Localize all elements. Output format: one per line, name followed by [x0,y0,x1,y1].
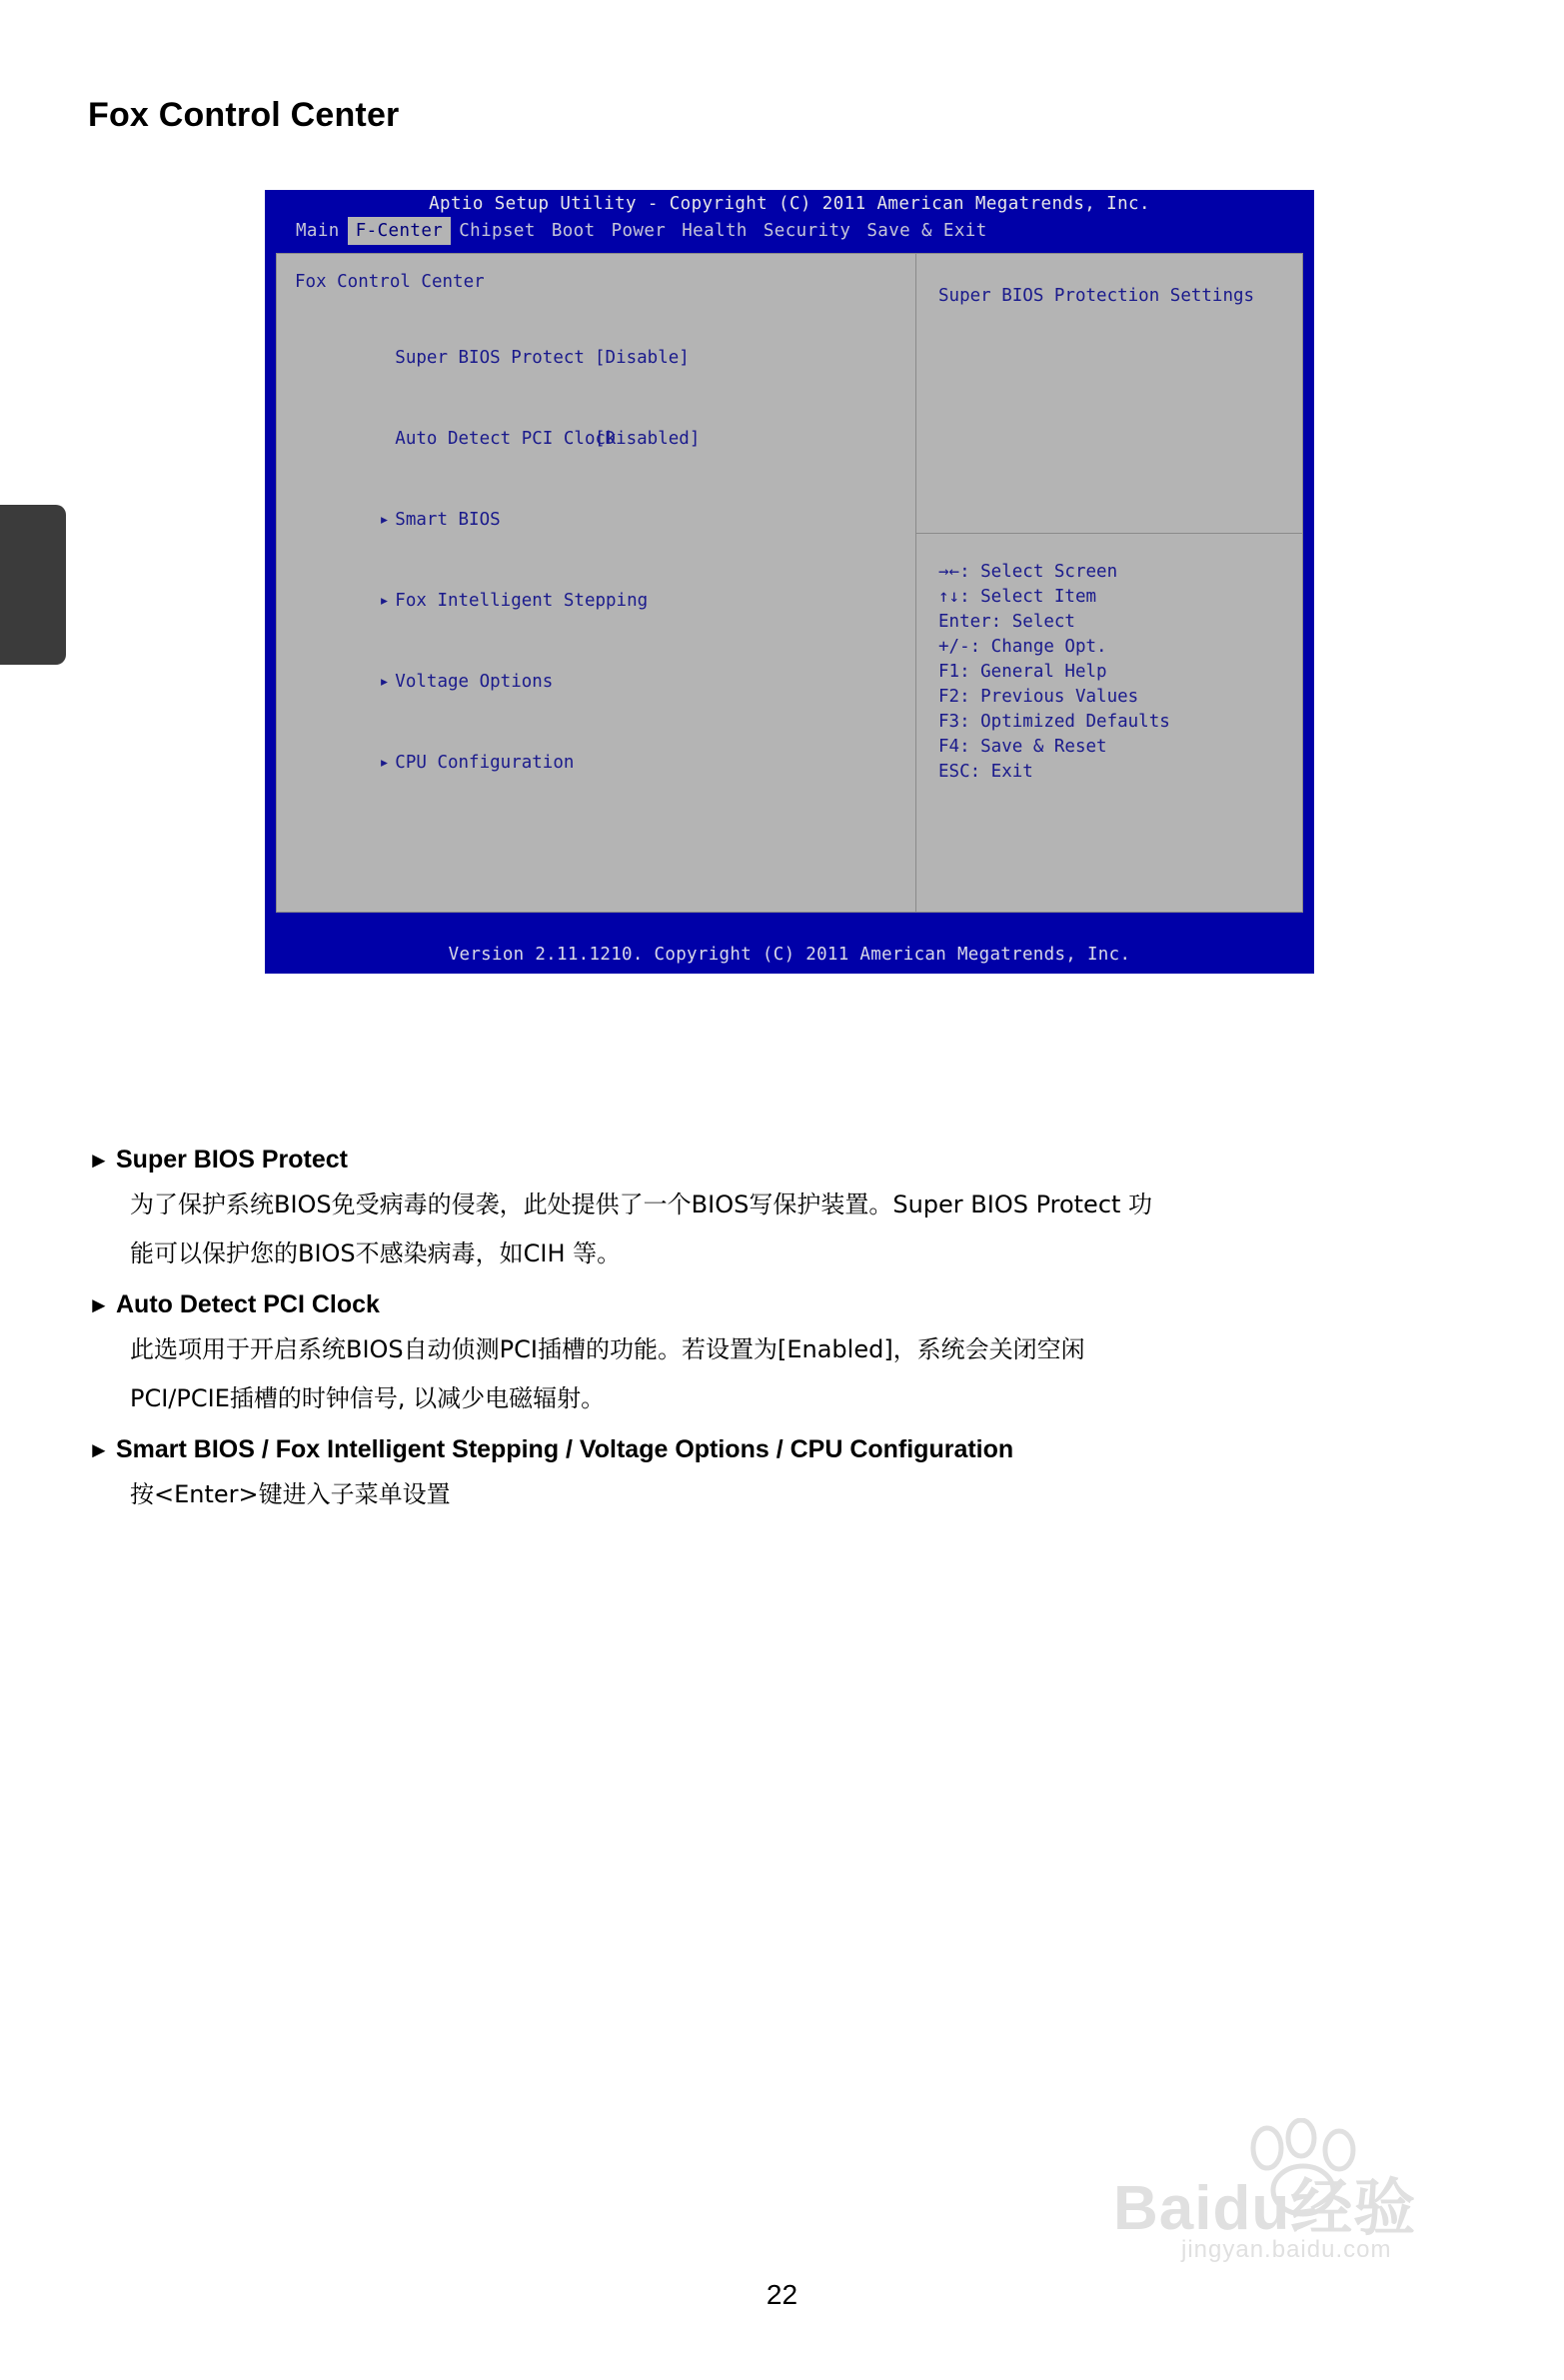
bios-option-value[interactable]: [Disabled] [595,429,701,449]
key-help-line: F1: General Help [938,662,1107,682]
key-help-line: ESC: Exit [938,762,1033,782]
bios-option-label: Super BIOS Protect [395,348,585,368]
note-heading [88,1429,1487,1470]
note-line: PCI/PCIE插槽的时钟信号, 以减少电磁辐射。 [130,1384,606,1412]
note-line: 此选项用于开启系统BIOS自动侦测PCI插槽的功能。若设置为[Enabled]，系统会关闭空闲 [130,1335,1085,1363]
watermark-subtext: jingyan.baidu.com [1181,2236,1392,2263]
note-heading [88,1284,1487,1325]
key-help-line: Enter: Select [938,612,1075,632]
note-line: 按<Enter>键进入子菜单设置 [130,1480,451,1508]
note-heading-text: Auto Detect PCI Clock [116,1290,380,1318]
bios-option-fox-intelligent-stepping[interactable] [295,561,915,642]
note-item-submenus [88,1429,1487,1519]
submenu-arrow-icon: ▸ [379,510,390,530]
page-number: 22 [766,2279,798,2310]
bios-options-pane [277,254,916,912]
bios-option-cpu-configuration[interactable] [295,723,915,804]
key-help-line: F2: Previous Values [938,687,1139,707]
chapter-tab [0,482,66,665]
bios-menu-item-power[interactable]: Power [611,221,667,241]
submenu-arrow-icon: ▸ [379,591,390,611]
bios-option-label: Smart BIOS [395,510,501,530]
key-help-line: F4: Save & Reset [938,737,1107,757]
bios-option-label: Auto Detect PCI Clock [395,429,617,449]
bios-menu-item-f-center[interactable]: F-Center [348,217,452,245]
notes-list [88,1140,1487,1525]
note-item-super-bios-protect [88,1140,1487,1278]
bios-screenshot [265,190,1314,974]
watermark [1089,2114,1489,2294]
bios-menu-bar[interactable] [266,217,1313,245]
triangle-bullet-icon: ► [88,1292,110,1317]
bios-menu-item-boot[interactable]: Boot [551,221,596,241]
key-help-line: F3: Optimized Defaults [938,712,1170,732]
triangle-bullet-icon: ► [88,1148,110,1173]
bios-menu-item-main[interactable]: Main [296,221,340,241]
bios-menu-item-save-exit[interactable]: Save & Exit [866,221,987,241]
bios-option-voltage-options[interactable] [295,642,915,723]
bios-key-help [916,534,1302,785]
note-heading-text: Super BIOS Protect [116,1146,348,1174]
key-help-line: +/-: Change Opt. [938,637,1107,657]
bios-title-bar: Aptio Setup Utility - Copyright (C) 2011 American Megatrends, Inc. [429,194,1150,214]
paw-logo-icon [1239,2118,1379,2218]
bios-option-value[interactable]: [Disable] [595,348,690,368]
bios-help-title: Super BIOS Protection Settings [916,254,1302,534]
note-item-auto-detect-pci-clock [88,1284,1487,1423]
bios-version-footer: Version 2.11.1210. Copyright (C) 2011 American Megatrends, Inc. [448,945,1131,965]
bios-option-smart-bios[interactable] [295,480,915,561]
bios-option-label: CPU Configuration [395,753,575,773]
bios-menu-item-chipset[interactable]: Chipset [459,221,536,241]
key-help-line: ↑↓: Select Item [938,587,1097,607]
triangle-bullet-icon: ► [88,1437,110,1462]
bios-menu-item-health[interactable]: Health [682,221,748,241]
watermark-text: Baidu经验 [1113,2174,1417,2243]
note-heading-text: Smart BIOS / Fox Intelligent Stepping / Voltage Options / CPU Configuration [116,1435,1014,1463]
bios-option-auto-detect-pci-clock[interactable] [295,399,915,480]
bios-menu-item-security[interactable]: Security [763,221,851,241]
bios-option-label: Voltage Options [395,672,554,692]
bios-section-title: Fox Control Center [295,272,485,292]
chapter-number: 3 [16,482,49,500]
note-line: 为了保护系统BIOS免受病毒的侵袭，此处提供了一个BIOS写保护装置。Super BIOS Protect 功 [130,1190,1153,1218]
bios-option-super-bios-protect[interactable] [295,318,915,399]
submenu-arrow-icon: ▸ [379,672,390,692]
bios-option-label: Fox Intelligent Stepping [395,591,649,611]
note-heading [88,1140,1487,1181]
note-line: 能可以保护您的BIOS不感染病毒，如CIH 等。 [130,1239,622,1267]
bios-body [276,253,1303,913]
page-title: Fox Control Center [88,96,400,134]
key-help-line: →←: Select Screen [938,562,1118,582]
submenu-arrow-icon: ▸ [379,753,390,773]
bios-help-pane [916,254,1302,912]
